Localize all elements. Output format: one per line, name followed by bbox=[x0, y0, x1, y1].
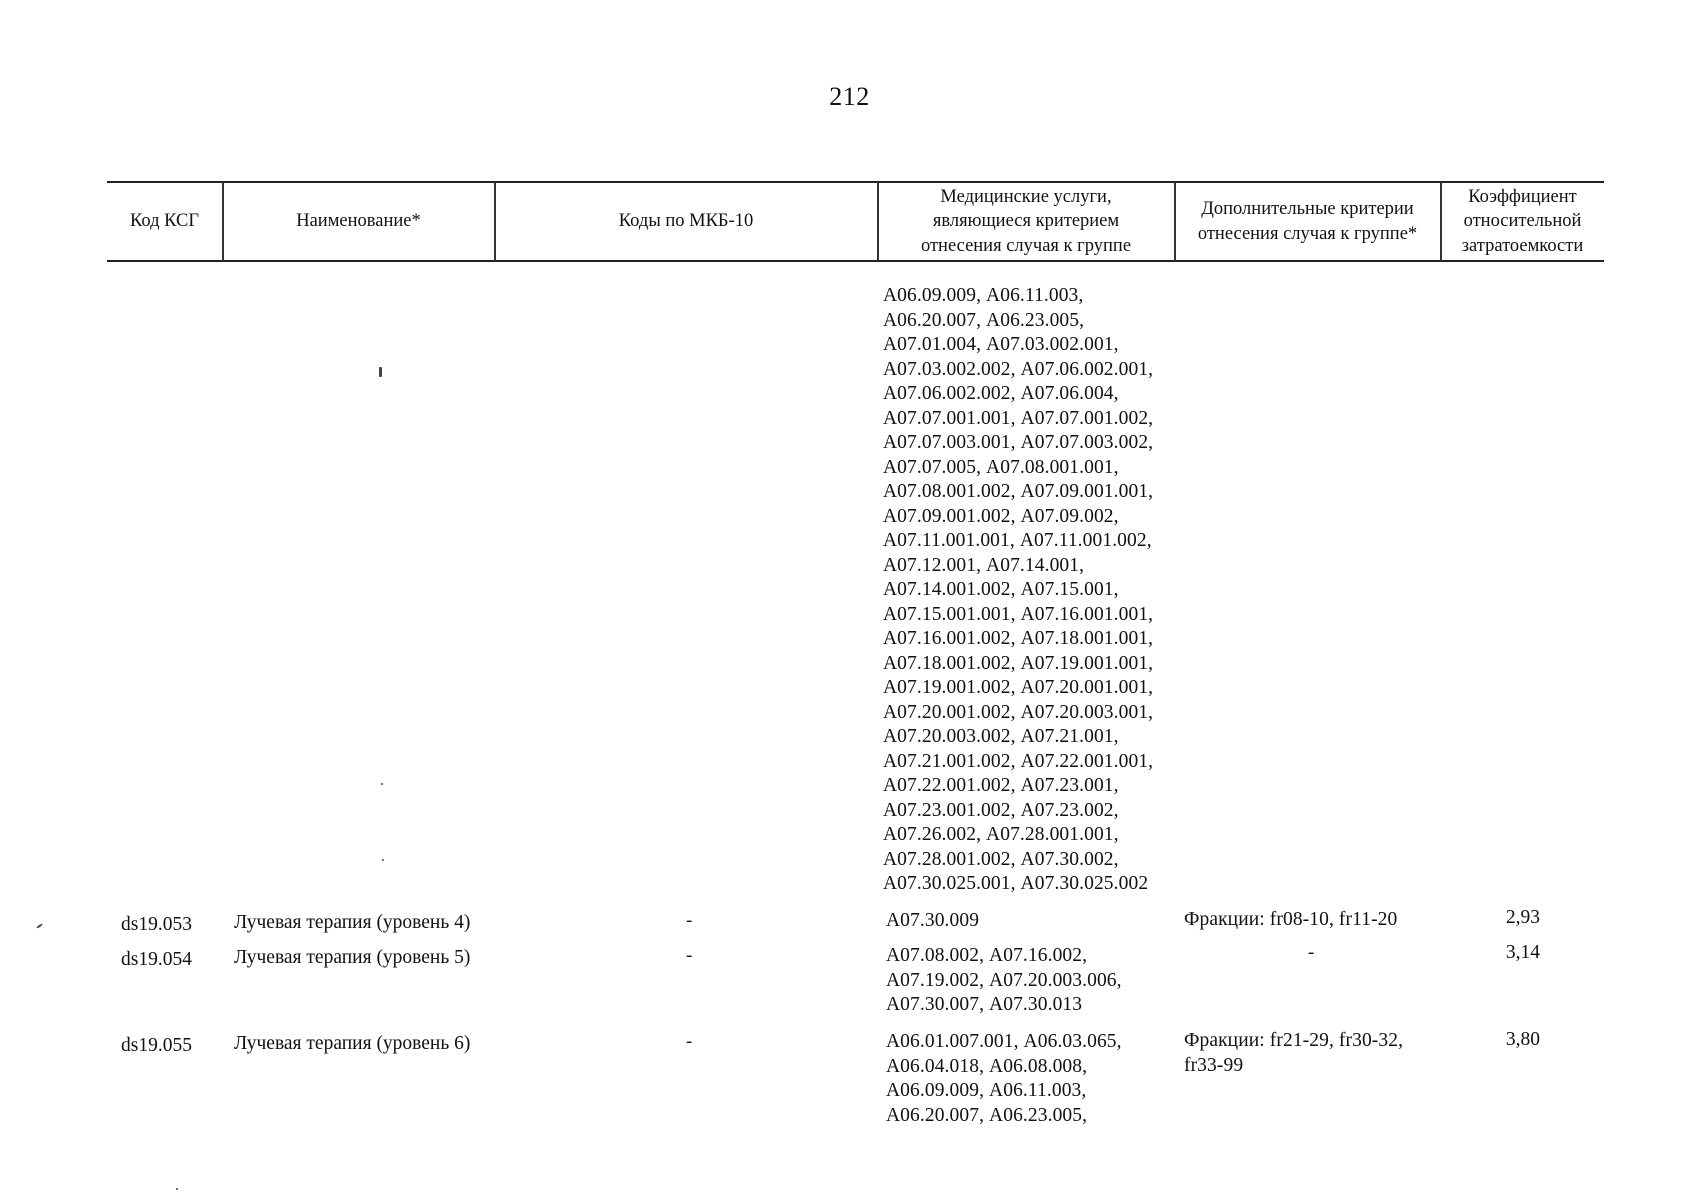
scan-speck bbox=[381, 783, 383, 785]
row-icd: - bbox=[686, 910, 693, 931]
scan-speck bbox=[379, 367, 382, 377]
row-name: Лучевая терапия (уровень 5) bbox=[234, 947, 471, 968]
header-name: Наименование* bbox=[296, 211, 421, 232]
row-services: А07.08.002, А07.16.002, А07.19.002, А07.20.003.006, А07.30.007, А07.30.013 bbox=[886, 945, 1122, 1015]
header-services: Медицинские услуги, являющиеся критерием отнесения случая к группе bbox=[920, 186, 1132, 256]
row-code: ds19.053 bbox=[121, 914, 192, 935]
header-icd-codes: Коды по МКБ-10 bbox=[618, 211, 754, 232]
row-code: ds19.055 bbox=[121, 1035, 192, 1056]
header-coefficient: Коэффициент относительной затратоемкости bbox=[1461, 186, 1584, 256]
row-services: А07.30.009 bbox=[886, 910, 980, 931]
continuation-services-cell: А06.09.009, А06.11.003, А06.20.007, А06.23.005, А07.01.004, А07.03.002.001, А07.03.002.002, А07.06.002.001, А07.06.002.002, А07.06.004, А07.07.001.001, А07.07.001.002, А07.07.003.001, А07.07.003.002, А07.07.005, А07.08.001.001, А07.08.001.002, А07.09.001.001, А07.09.001.002, А07.09.002, А07.11.001.001, А07.11.001.002, А07.12.001, А07.14.001, А07.14.001.002, А07.15.001, А07.15.001.001, А07.16.001.001, А07.16.001.002, А07.18.001.001, А07.18.001.002, А07.19.001.001, А07.19.001.002, А07.20.001.001, А07.20.001.002, А07.20.003.001, А07.20.003.002, А07.21.001, А07.21.001.002, А07.22.001.001, А07.22.001.002, А07.23.001, А07.23.001.002, А07.23.002, А07.26.002, А07.28.001.001, А07.28.001.002, А07.30.002, А07.30.025.001, А07.30.025.002 bbox=[883, 285, 1154, 894]
scan-speck bbox=[176, 1188, 178, 1190]
row-icd: - bbox=[686, 1031, 693, 1052]
row-coefficient: 2,93 bbox=[1505, 907, 1540, 928]
scan-speck bbox=[36, 923, 43, 929]
header-ksg-code: Код КСГ bbox=[129, 211, 200, 232]
row-icd: - bbox=[686, 945, 693, 966]
page-number: 212 bbox=[829, 82, 870, 111]
row-coefficient: 3,80 bbox=[1505, 1029, 1540, 1050]
row-criteria: Фракции: fr08-10, fr11-20 bbox=[1184, 909, 1398, 930]
row-criteria: Фракции: fr21-29, fr30-32, fr33-99 bbox=[1184, 1030, 1404, 1076]
header-additional-criteria: Дополнительные критерии отнесения случая к группе* bbox=[1197, 199, 1418, 244]
row-code: ds19.054 bbox=[121, 949, 192, 970]
row-services: А06.01.007.001, А06.03.065, А06.04.018, А06.08.008, А06.09.009, А06.11.003, А06.20.007, А06.23.005, bbox=[886, 1031, 1122, 1126]
row-name: Лучевая терапия (уровень 4) bbox=[234, 912, 471, 933]
row-criteria: - bbox=[1308, 942, 1315, 963]
row-name: Лучевая терапия (уровень 6) bbox=[234, 1033, 471, 1054]
scan-speck bbox=[382, 859, 384, 861]
row-coefficient: 3,14 bbox=[1505, 942, 1540, 963]
